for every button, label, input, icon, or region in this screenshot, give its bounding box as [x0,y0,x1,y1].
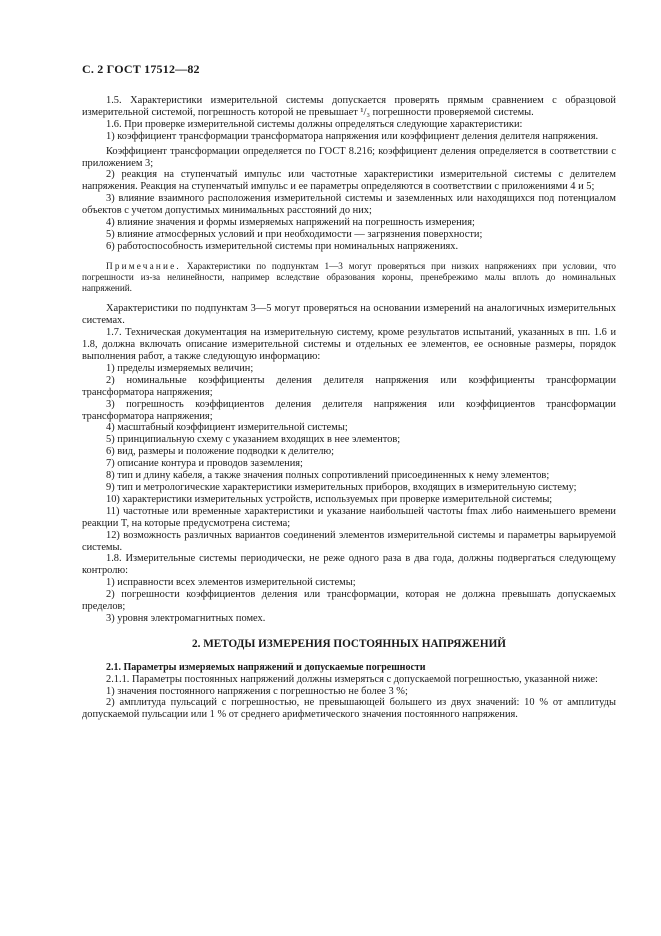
paragraph: Коэффициент трансформации определяется по ГОСТ 8.216; коэффициент деления определяется в соответствии с приложением 3; [82,145,616,169]
list-item: 1) исправности всех элементов измерительной системы; [106,577,356,589]
clause-1-5: 1.5. Характеристики измерительной системы допускается проверять прямым сравнением с образцовой измерительной системой, погрешность которой не превышает ¹/₃ погрешности проверяемой системы. [82,95,616,118]
list-item: 2) амплитуда пульсаций с погрешностью, не превышающей большего из двух значений: 10 % от амплитуды допускаемой пульсации или 1 % от среднего арифметического значения постоянного напряжения. [82,697,616,721]
clause-1-8: 1.8. Измерительные системы периодически, не реже одного раза в два года, должны подвергаться следующему контролю: [82,553,616,577]
list-item: 2) номинальные коэффициенты деления делителя напряжения или коэффициенты трансформации трансформатора напряжения; [82,374,616,398]
clause-1-7: 1.7. Техническая документация на измерительную систему, кроме результатов испытаний, указанных в пп. 1.6 и 1.8, должна включать описание измерительной системы и отдельных ее элементов, ее основные размеры, порядок выполнения работ, а также следующую информацию: [82,327,616,363]
list-item: 9) тип и метрологические характеристики измерительных приборов, входящих в измерительную систему; [106,481,577,493]
list-item: 7) описание контура и проводов заземления; [106,458,303,470]
list-item: 3) влияние взаимного расположения измерительной системы и заземленных или находящихся под потенциалом объектов с учетом допустимых минимальных расстояний до них; [82,193,616,217]
section-title: 2. МЕТОДЫ ИЗМЕРЕНИЯ ПОСТОЯННЫХ НАПРЯЖЕНИЙ [192,637,506,650]
clause-1-6: 1.6. При проверке измерительной системы должны определяться следующие характеристики: [106,118,523,130]
list-item: 1) коэффициент трансформации трансформатора напряжения или коэффициент деления делителя напряжения. [106,130,599,142]
list-item: 1) пределы измеряемых величин; [106,362,254,374]
list-item: 6) вид, размеры и положение подводки к делителю; [106,446,335,458]
note-text: Характеристики по подпунктам 1—3 могут проверяться при низких напряжениях при условии, что погрешности из-за нелинейности, например вследствие образования короны, пренебрежимо малы вплоть до номинальных напряжений. [82,260,617,294]
list-item: 10) характеристики измерительных устройств, используемых при проверке измерительной системы; [106,493,553,505]
list-item: 2) погрешности коэффициентов деления или трансформации, которая не должна превышать допускаемых пределов; [82,589,616,613]
list-item: 6) работоспособность измерительной системы при номинальных напряжениях. [106,240,459,252]
list-item: 4) влияние значения и формы измеряемых напряжений на погрешность измерения; [106,217,475,229]
subsection-title: 2.1. Параметры измеряемых напряжений и допускаемые погрешности [106,661,426,673]
list-item: 5) принципиальную схему с указанием входящих в нее элементов; [106,434,401,446]
list-item: 5) влияние атмосферных условий и при необходимости — загрязнения поверхности; [106,228,483,240]
note-label: Примечание. [106,260,181,271]
paragraph: Характеристики по подпунктам 3—5 могут проверяться на основании измерений на аналогичных измерительных системах. [82,303,616,327]
note [82,261,616,295]
list-item: 1) значения постоянного напряжения с погрешностью не более 3 %; [106,685,408,697]
list-item: 8) тип и длину кабеля, а также значения полных сопротивлений присоединенных к нему элементов; [106,470,550,482]
list-item: 12) возможность различных вариантов соединений элементов измерительной системы и параметры варьируемой системы. [82,529,616,553]
list-item: 2) реакция на ступенчатый импульс или частотные характеристики измерительной системы с делителем напряжения. Реакция на ступенчатый импульс и ее параметры определяются в соответствии с приложениями 4 и 5; [82,169,616,193]
list-item: 11) частотные или временные характеристики и указание наибольшей частоты fmax либо наименьшего времени реакции T, на которые предусмотрена система; [82,505,616,529]
list-item: 3) погрешность коэффициентов деления делителя напряжения или коэффициентов трансформации трансформатора напряжения; [82,398,616,422]
clause-2-1-1: 2.1.1. Параметры постоянных напряжений должны измеряться с допускаемой погрешностью, указанной ниже: [106,673,598,685]
list-item: 4) масштабный коэффициент измерительной системы; [106,422,348,434]
page-content [82,95,616,721]
list-item: 3) уровня электромагнитных помех. [106,612,266,624]
page-header: С. 2 ГОСТ 17512—82 [82,62,200,76]
